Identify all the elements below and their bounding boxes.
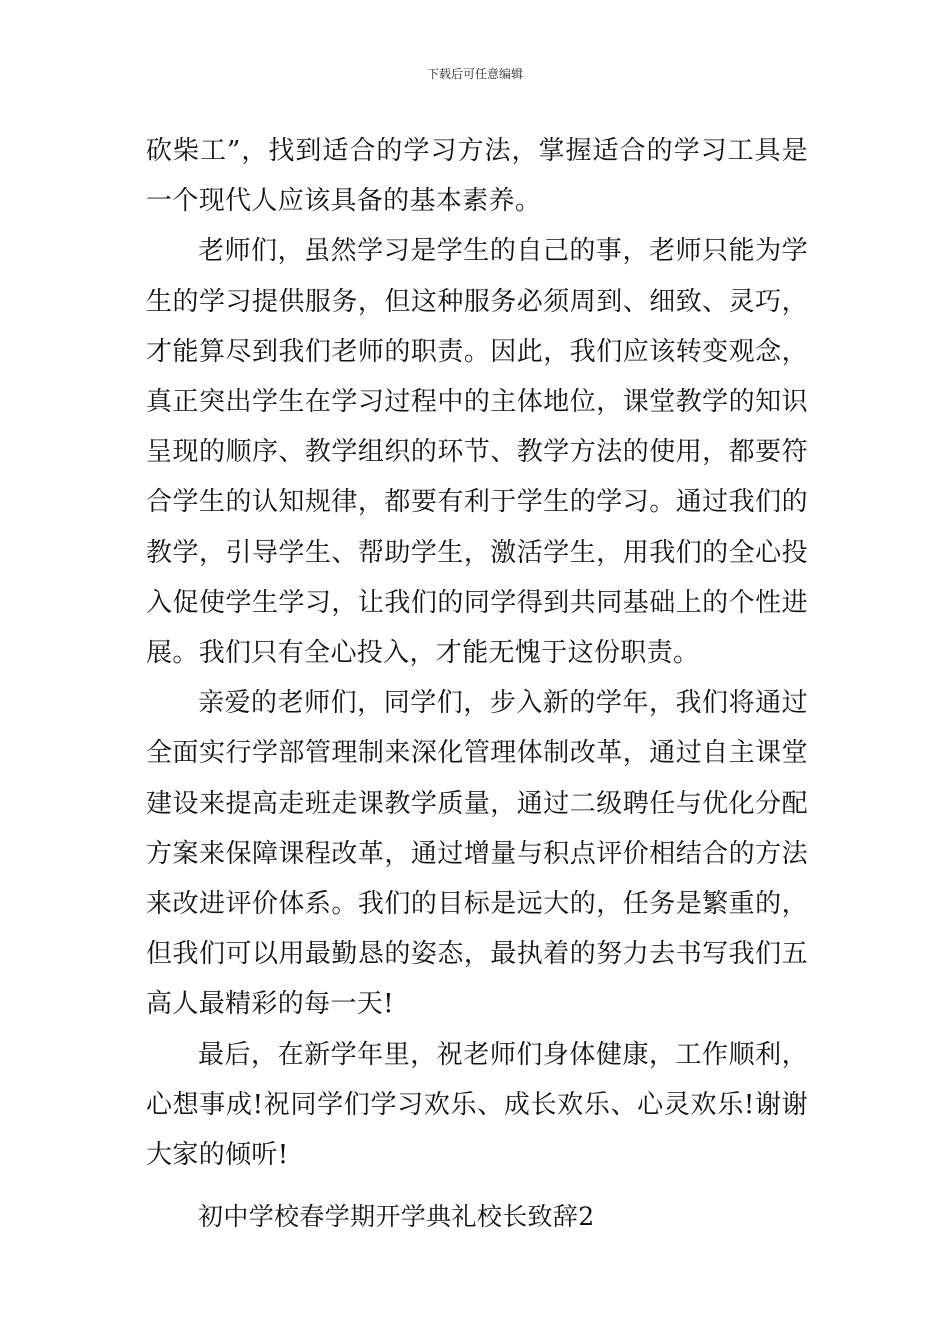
paragraph-closing: 最后，在新学年里，祝老师们身体健康，工作顺利，心想事成!祝同学们学习欢乐、成长欢乐、心灵欢乐!谢谢大家的倾听! [146,1039,808,1171]
paragraph-teachers: 老师们，虽然学习是学生的自己的事，老师只能为学生的学习提供服务，但这种服务必须周到、细致、灵巧，才能算尽到我们老师的职责。因此，我们应该转变观念，真正突出学生在学习过程中的主体地位，课堂教学的知识呈现的顺序、教学组织的环节、教学方法的使用，都要符合学生的认知规律，都要有利于学生的学习。通过我们的教学，引导学生、帮助学生，激活学生，用我们的全心投入促使学生学习，让我们的同学得到共同基础上的个性进展。我们只有全心投入，才能无愧于这份职责。 [146,236,808,669]
paragraph-continuation: 砍柴工”，找到适合的学习方法，掌握适合的学习工具是一个现代人应该具备的基本素养。 [146,136,808,217]
document-body [146,126,808,1242]
paragraph-new-year: 亲爱的老师们，同学们，步入新的学年，我们将通过全面实行学部管理制来深化管理体制改革，通过自主课堂建设来提高走班走课教学质量，通过二级聘任与优化分配方案来保障课程改革，通过增量与积点评价相结合的方法来改进评价体系。我们的目标是远大的，任务是繁重的，但我们可以用最勤恳的姿态，最执着的努力去书写我们五高人最精彩的每一天! [146,688,808,1020]
next-section-title: 初中学校春学期开学典礼校长致辞2 [198,1202,595,1232]
page-header-note: 下载后可任意编辑 [426,67,523,81]
